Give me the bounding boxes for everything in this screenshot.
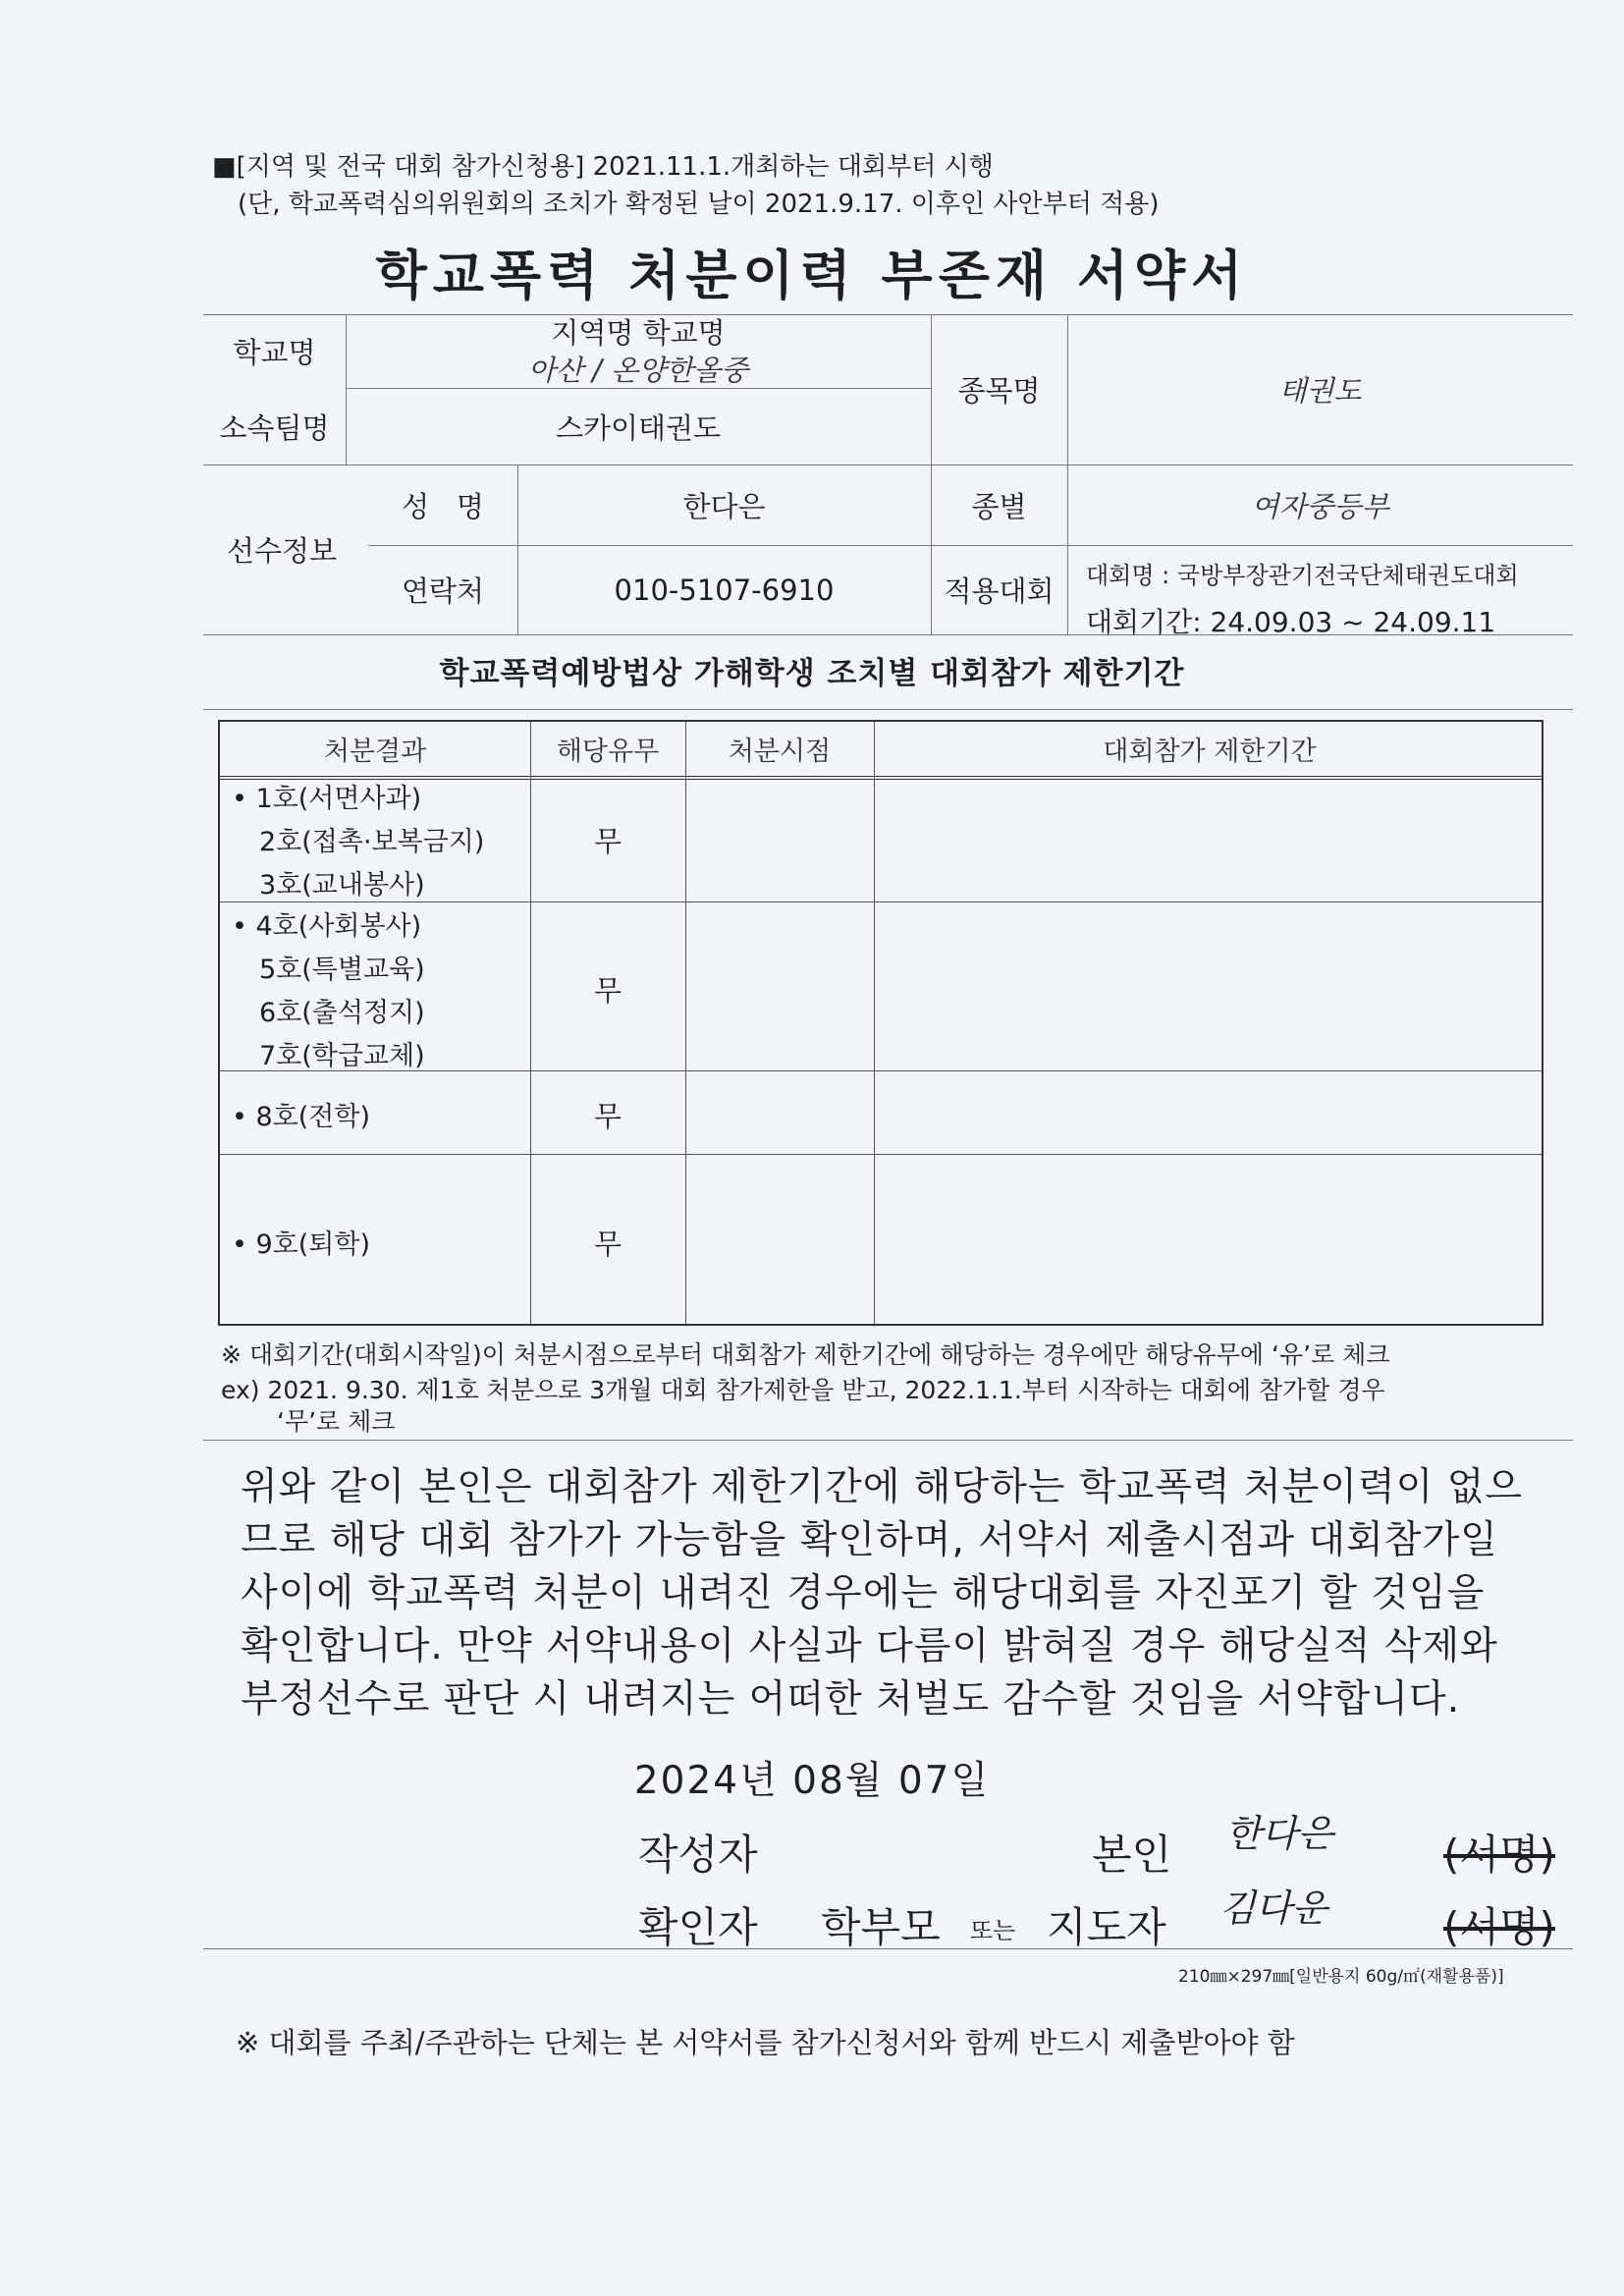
event-label: 적용대회 (944, 574, 1055, 608)
event-name: 대회명 : 국방부장관기전국단체태권도대회 (1086, 562, 1519, 589)
divider (203, 1440, 1573, 1441)
sport-value: 태권도 (1278, 374, 1362, 408)
footer-note: ※ 대회를 주최/주관하는 단체는 본 서약서를 참가신청서와 함께 반드시 제출받아야 함 (236, 2026, 1295, 2059)
divider (874, 722, 875, 1324)
pledge-line: 확인합니다. 만약 서약내용이 사실과 다름이 밝혀질 경우 해당실적 삭제와 (241, 1624, 1498, 1668)
player-info-label: 선수정보 (226, 534, 338, 568)
or-label: 또는 (970, 1917, 1016, 1944)
sign-mark-1: (서명) (1443, 1831, 1555, 1879)
divider (203, 709, 1573, 710)
applicable-value: 무 (593, 974, 622, 1008)
divider (203, 1948, 1573, 1949)
document-title: 학교폭력 처분이력 부존재 서약서 (375, 245, 1249, 306)
header-applicable: 해당유무 (556, 737, 660, 767)
notice-line-1: ■[지역 및 전국 대회 참가신청용] 2021.11.1.개최하는 대회부터 시행 (212, 152, 994, 182)
notice-line-2: (단, 학교폭력심의위원회의 조치가 확정된 날이 2021.9.17. 이후인 사안부터 적용) (238, 190, 1160, 219)
header-time: 처분시점 (728, 737, 832, 767)
name-label: 성 명 (402, 489, 484, 523)
applicable-value: 무 (593, 1100, 622, 1133)
self-signature: 한다은 (1225, 1812, 1334, 1855)
school-hint: 지역명 학교명 (551, 315, 726, 350)
pledge-date: 2024년 08월 07일 (633, 1759, 991, 1803)
sanction-item: • 9호(퇴학) (232, 1230, 370, 1260)
sanction-item: 3호(교내봉사) (259, 870, 425, 901)
header-result: 처분결과 (323, 737, 427, 767)
note-3: ‘무’로 체크 (277, 1407, 396, 1436)
pledge-line: 사이에 학교폭력 처분이 내려진 경우에는 해당대회를 자진포기 할 것임을 (241, 1571, 1486, 1615)
contact-value: 010-5107-6910 (614, 573, 835, 607)
pledge-line: 므로 해당 대회 참가가 가능함을 확인하며, 서약서 제출시점과 대회참가일 (241, 1518, 1498, 1562)
division-value: 여자중등부 (1251, 489, 1389, 523)
sanction-item: 6호(출석정지) (259, 998, 425, 1028)
sanction-item: • 4호(사회봉사) (232, 911, 422, 942)
note-1: ※ 대회기간(대회시작일)이 처분시점으로부터 대회참가 제한기간에 해당하는 경우에만 해당유무에 ‘유’로 체크 (221, 1340, 1390, 1369)
sanction-item: 2호(접촉·보복금지) (259, 827, 485, 857)
sanction-table (218, 720, 1543, 1326)
self-label: 본인 (1092, 1831, 1172, 1879)
coach-label: 지도자 (1047, 1903, 1166, 1951)
coach-signature: 김다운 (1219, 1886, 1328, 1930)
school-value: 아산 / 온양한올중 (527, 353, 749, 387)
pledge-line: 부정선수로 판단 시 내려지는 어떠한 처벌도 감수할 것임을 서약합니다. (241, 1677, 1461, 1722)
pledge-text (241, 1461, 1556, 1726)
school-label: 학교명 (233, 336, 316, 369)
header-limit: 대회참가 제한기간 (1103, 737, 1317, 767)
team-label: 소속팀명 (219, 410, 330, 445)
sign-mark-2: (서명) (1443, 1903, 1555, 1951)
sanction-item: • 1호(서면사과) (232, 784, 422, 814)
writer-label: 작성자 (638, 1831, 758, 1879)
note-2: ex) 2021. 9.30. 제1호 처분으로 3개월 대회 참가제한을 받고, 2022.1.1.부터 시작하는 대회에 참가할 경우 (221, 1376, 1385, 1404)
paper-spec: 210㎜×297㎜[일반용지 60g/㎡(재활용품)] (1178, 1967, 1504, 1987)
applicable-value: 무 (593, 825, 622, 858)
sport-label: 종목명 (957, 374, 1041, 408)
confirmer-label: 확인자 (638, 1903, 758, 1951)
pledge-line: 위와 같이 본인은 대회참가 제한기간에 해당하는 학교폭력 처분이력이 없으 (241, 1465, 1524, 1509)
name-value: 한다은 (682, 489, 766, 523)
sanction-subtitle: 학교폭력예방법상 가해학생 조치별 대회참가 제한기간 (439, 656, 1185, 691)
divider (220, 1154, 1542, 1155)
applicable-value: 무 (593, 1228, 622, 1261)
event-period: 대회기간: 24.09.03 ~ 24.09.11 (1086, 606, 1496, 638)
sanction-item: • 8호(전학) (232, 1102, 370, 1132)
parent-label: 학부모 (821, 1903, 941, 1951)
sanction-item: 5호(특별교육) (259, 955, 425, 985)
division-label: 종별 (971, 489, 1027, 523)
team-value: 스카이태권도 (555, 410, 722, 445)
contact-label: 연락처 (401, 574, 485, 608)
sanction-item: 7호(학급교체) (259, 1041, 425, 1071)
divider (685, 722, 686, 1324)
